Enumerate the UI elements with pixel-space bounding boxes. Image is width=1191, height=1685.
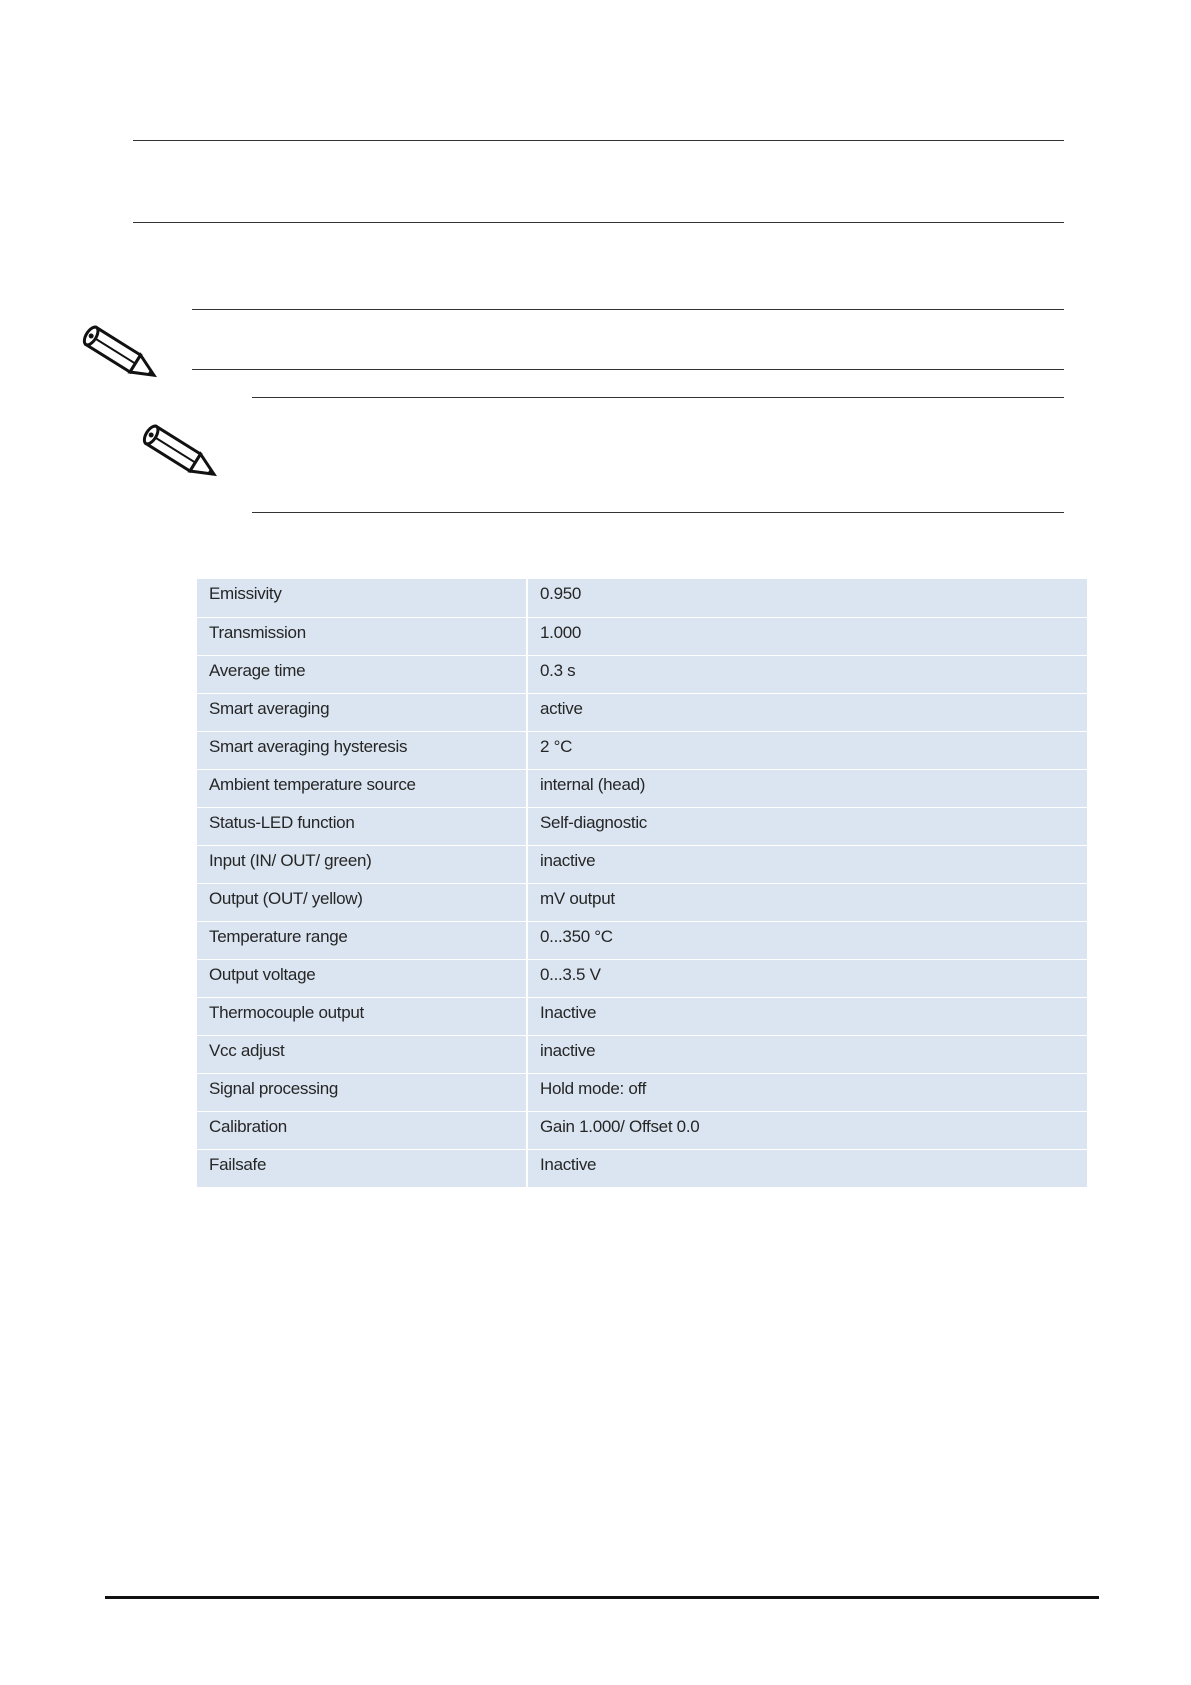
table-row (197, 921, 1087, 959)
header-rule-bottom (133, 222, 1064, 223)
pencil-icon (134, 417, 226, 489)
parameter-cell: Smart averaging (197, 693, 527, 731)
header-rule-top (133, 140, 1064, 141)
table-row (197, 1149, 1087, 1187)
parameter-cell: Smart averaging hysteresis (197, 731, 527, 769)
value-cell: 1.000 (527, 617, 1087, 655)
table-row (197, 617, 1087, 655)
value-cell: Gain 1.000/ Offset 0.0 (527, 1111, 1087, 1149)
value-cell: internal (head) (527, 769, 1087, 807)
table-row (197, 883, 1087, 921)
value-cell: mV output (527, 883, 1087, 921)
table-row (197, 693, 1087, 731)
parameter-cell: Output (OUT/ yellow) (197, 883, 527, 921)
table-row (197, 845, 1087, 883)
value-cell: active (527, 693, 1087, 731)
table-row (197, 579, 1087, 617)
value-cell: 0...350 °C (527, 921, 1087, 959)
parameter-cell: Emissivity (197, 579, 527, 617)
settings-table (197, 579, 1087, 1187)
parameter-cell: Failsafe (197, 1149, 527, 1187)
parameter-cell: Signal processing (197, 1073, 527, 1111)
parameter-cell: Status-LED function (197, 807, 527, 845)
table-row (197, 1111, 1087, 1149)
table-row (197, 1073, 1087, 1111)
value-cell: 0...3.5 V (527, 959, 1087, 997)
note-2-rule-bottom (252, 512, 1064, 513)
table-row (197, 1035, 1087, 1073)
settings-table-body (197, 579, 1087, 1187)
note-1-rule-top (192, 309, 1064, 310)
table-row (197, 807, 1087, 845)
parameter-cell: Vcc adjust (197, 1035, 527, 1073)
value-cell: inactive (527, 1035, 1087, 1073)
value-cell: Hold mode: off (527, 1073, 1087, 1111)
pencil-icon (74, 318, 166, 390)
parameter-cell: Transmission (197, 617, 527, 655)
parameter-cell: Average time (197, 655, 527, 693)
note-1-rule-bottom (192, 369, 1064, 370)
table-row (197, 959, 1087, 997)
value-cell: Inactive (540, 1154, 597, 1174)
footer-rule (105, 1596, 1099, 1599)
parameter-cell: Input (IN/ OUT/ green) (197, 845, 527, 883)
value-cell: Inactive (527, 997, 1087, 1035)
value-cell: Self-diagnostic (527, 807, 1087, 845)
parameter-cell: Calibration (197, 1111, 527, 1149)
parameter-cell: Output voltage (197, 959, 527, 997)
value-cell: 2 °C (527, 731, 1087, 769)
parameter-cell: Temperature range (197, 921, 527, 959)
value-cell: 0.950 (527, 579, 1087, 617)
parameter-cell: Ambient temperature source (197, 769, 527, 807)
table-row (197, 731, 1087, 769)
value-cell: inactive (527, 845, 1087, 883)
value-cell: 0.3 s (527, 655, 1087, 693)
parameter-cell: Thermocouple output (197, 997, 527, 1035)
note-2-rule-top (252, 397, 1064, 398)
table-row (197, 769, 1087, 807)
table-row (197, 655, 1087, 693)
table-row (197, 997, 1087, 1035)
